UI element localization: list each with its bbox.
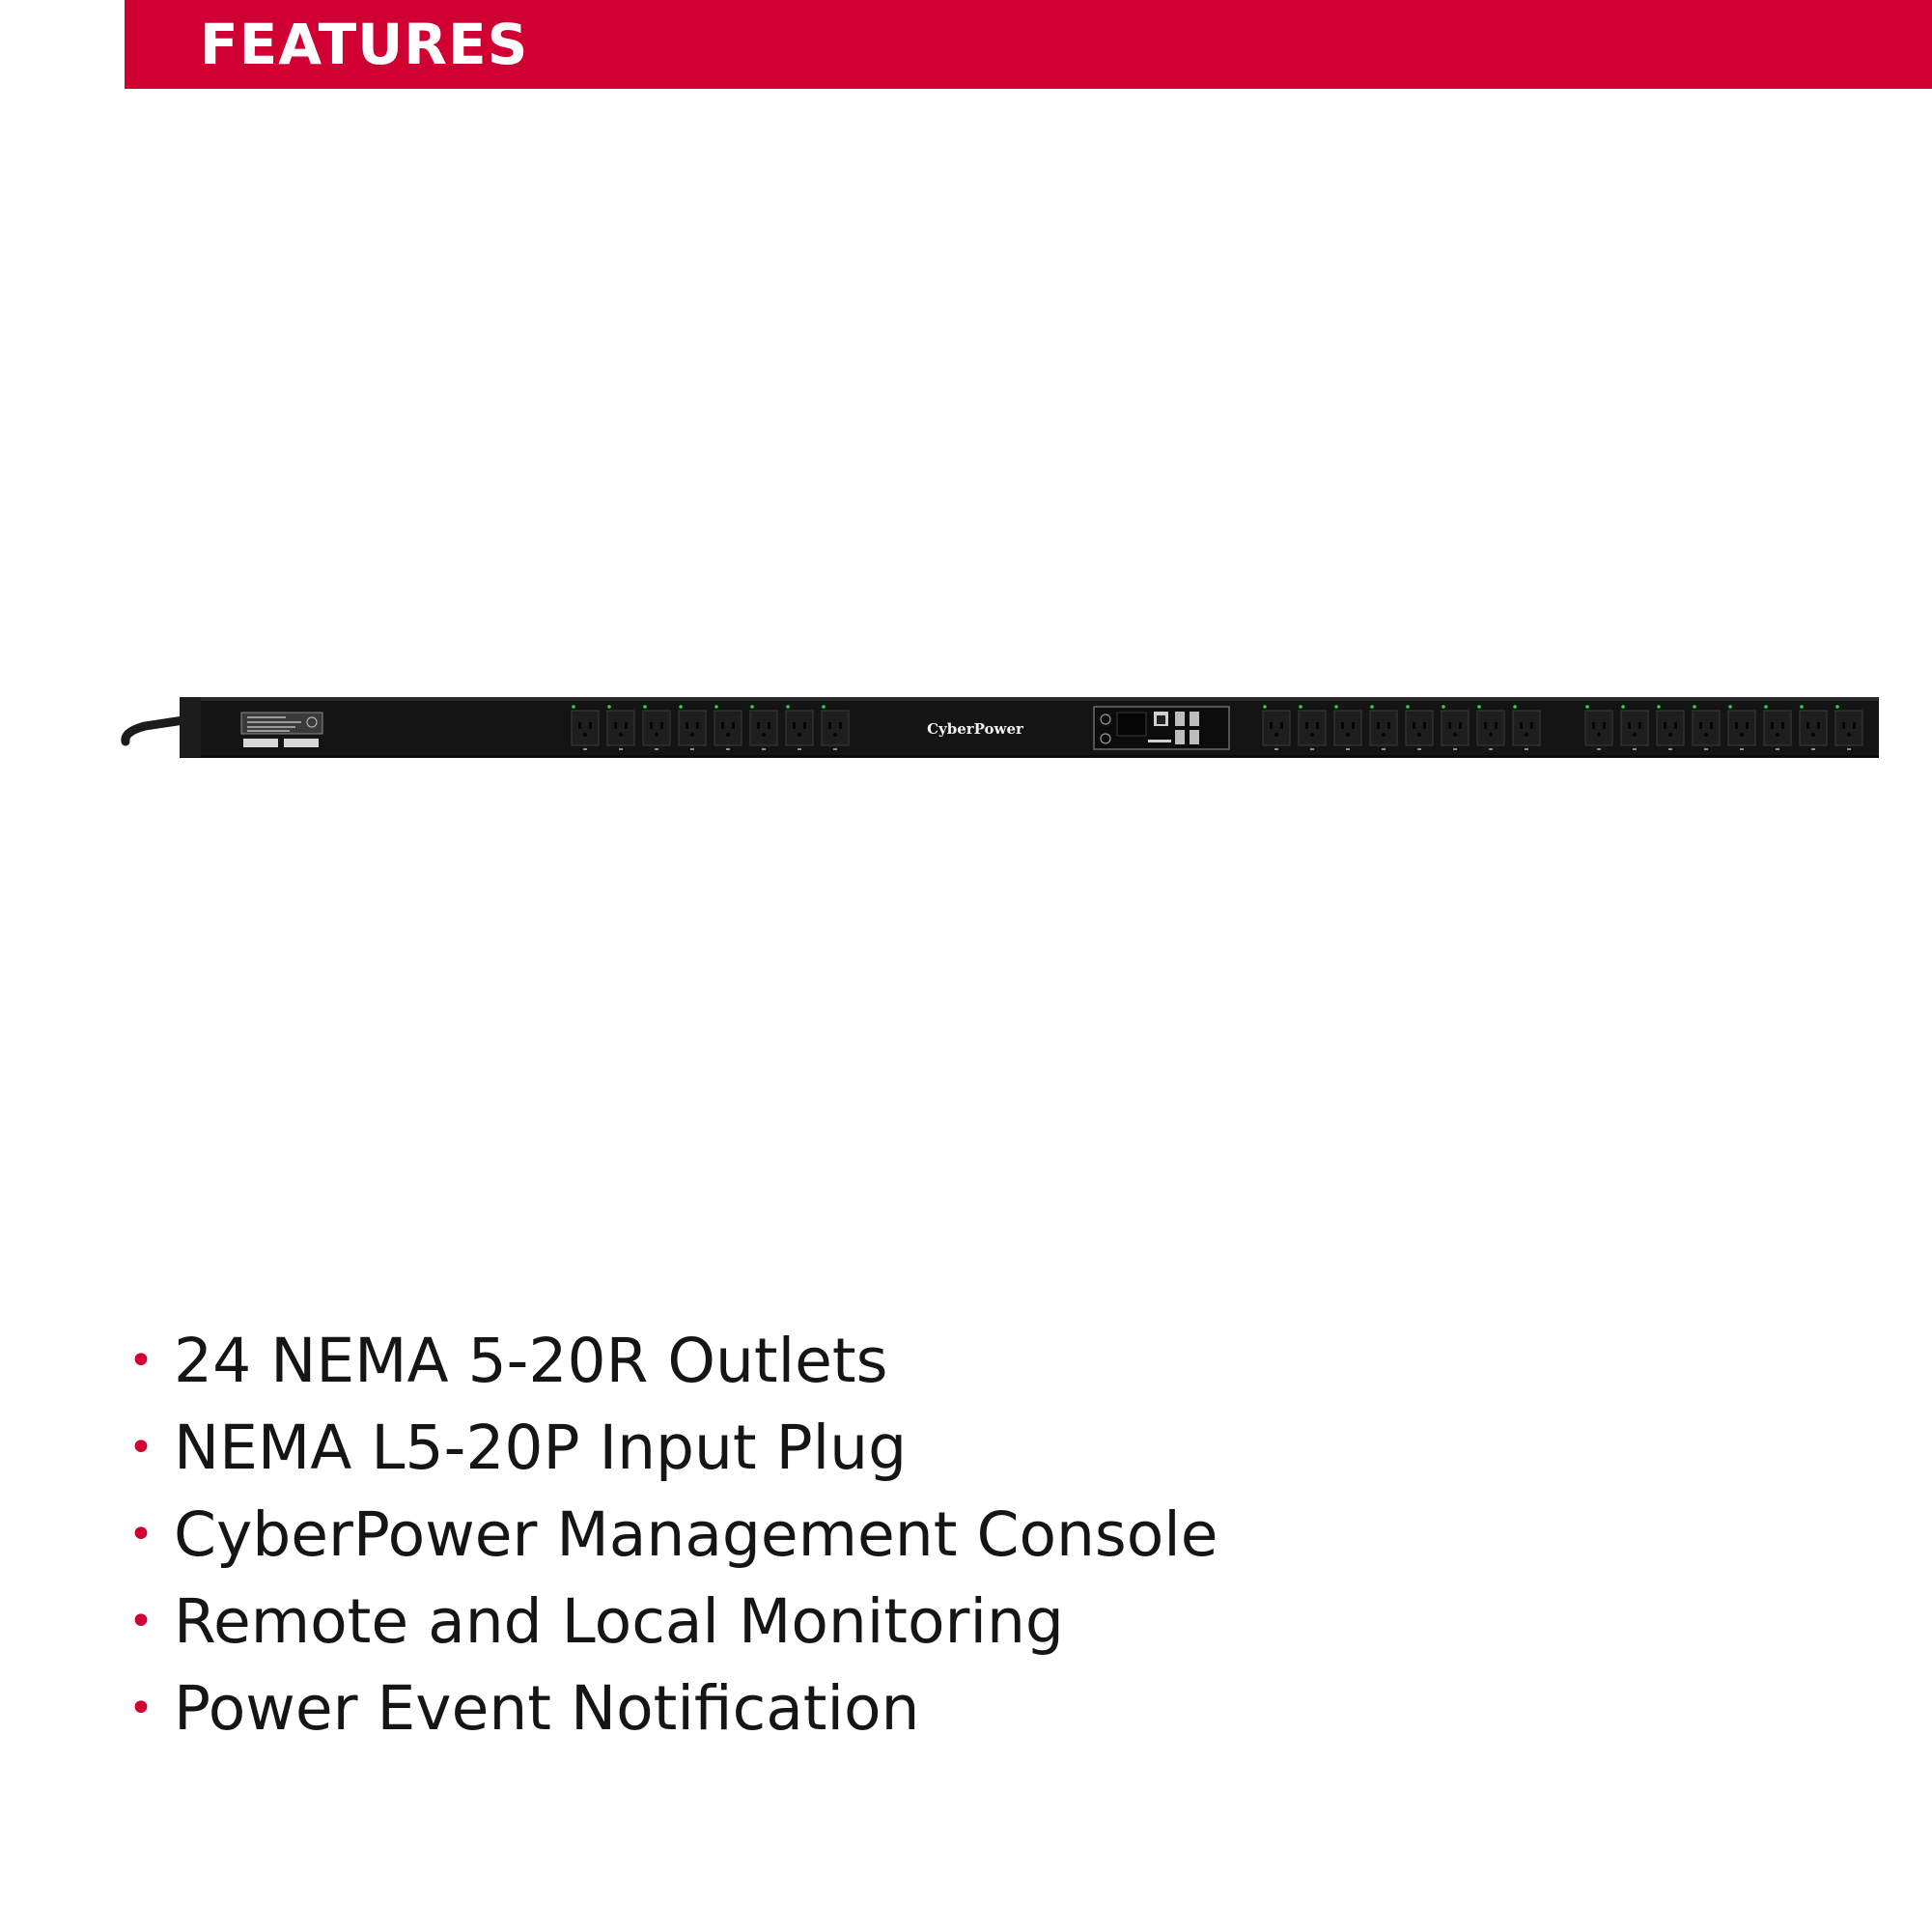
outlet-led — [786, 705, 790, 709]
control-module — [1094, 707, 1229, 749]
bullet-icon: • — [128, 1684, 154, 1733]
pdu-product-image — [116, 676, 1912, 772]
outlet-led — [1693, 705, 1696, 709]
feature-item — [126, 1492, 1218, 1579]
pdu-end-cap-left — [180, 697, 201, 757]
outlet-led — [1835, 705, 1839, 709]
feature-item — [126, 1579, 1218, 1665]
feature-text: 24 NEMA 5-20R Outlets — [174, 1326, 888, 1396]
outlet-receptacle — [822, 705, 849, 750]
features-header-band — [125, 0, 1932, 89]
outlet-receptacle — [1334, 705, 1361, 750]
outlet-led — [1406, 705, 1410, 709]
outlet-receptacle — [1370, 705, 1397, 750]
pdu-illustration — [116, 676, 1912, 772]
outlet-receptacle — [786, 705, 813, 750]
outlet-receptacle — [1764, 705, 1791, 750]
feature-item — [126, 1405, 1218, 1492]
pdu-body-shadow — [180, 755, 1879, 758]
bullet-icon: • — [128, 1336, 154, 1385]
feature-text: Remote and Local Monitoring — [174, 1586, 1064, 1657]
outlet-led — [1585, 705, 1589, 709]
outlet-led — [1477, 705, 1481, 709]
outlet-led — [1621, 705, 1625, 709]
outlet-led — [1513, 705, 1517, 709]
outlet-led — [1263, 705, 1267, 709]
outlet-receptacle — [1442, 705, 1469, 750]
outlet-led — [643, 705, 647, 709]
outlet-led — [1657, 705, 1661, 709]
outlet-receptacle — [607, 705, 634, 750]
outlet-led — [607, 705, 611, 709]
feature-item — [126, 1665, 1218, 1752]
feature-text: CyberPower Management Console — [174, 1499, 1218, 1570]
bullet-icon: • — [128, 1423, 154, 1472]
outlet-receptacle — [1406, 705, 1433, 750]
outlet-led — [1728, 705, 1732, 709]
outlet-led — [1764, 705, 1768, 709]
outlet-receptacle — [643, 705, 670, 750]
outlet-led — [1442, 705, 1445, 709]
outlet-receptacle — [1657, 705, 1684, 750]
outlet-receptacle — [1728, 705, 1755, 750]
usb-port — [1175, 712, 1185, 726]
outlet-led — [714, 705, 718, 709]
outlet-receptacle — [1800, 705, 1827, 750]
feature-text: Power Event Notification — [174, 1673, 920, 1744]
outlet-receptacle — [1585, 705, 1612, 750]
power-cord — [126, 720, 183, 742]
spec-label — [241, 713, 322, 734]
outlet-receptacle — [679, 705, 706, 750]
lcd-display — [1117, 713, 1146, 736]
outlet-receptacle — [1621, 705, 1648, 750]
outlet-receptacle — [1477, 705, 1504, 750]
outlet-receptacle — [1693, 705, 1720, 750]
outlet-receptacle — [1835, 705, 1862, 750]
outlet-receptacle — [1299, 705, 1326, 750]
outlet-led — [1370, 705, 1374, 709]
outlet-receptacle — [750, 705, 777, 750]
bullet-icon: • — [128, 1597, 154, 1646]
feature-list — [126, 1318, 1218, 1752]
outlet-led — [572, 705, 575, 709]
outlet-led — [822, 705, 826, 709]
pdu-body-highlight — [180, 697, 1879, 701]
bullet-icon: • — [128, 1510, 154, 1559]
outlet-led — [679, 705, 683, 709]
outlet-led — [1299, 705, 1302, 709]
outlet-led — [1334, 705, 1338, 709]
outlet-led — [1800, 705, 1804, 709]
outlet-receptacle — [1513, 705, 1540, 750]
outlet-receptacle — [714, 705, 742, 750]
feature-item — [126, 1318, 1218, 1405]
feature-text: NEMA L5-20P Input Plug — [174, 1413, 908, 1483]
features-heading: FEATURES — [200, 12, 529, 77]
outlet-receptacle — [1263, 705, 1290, 750]
outlet-led — [750, 705, 754, 709]
brand-logo: CyberPower — [927, 720, 1023, 738]
outlet-receptacle — [572, 705, 599, 750]
